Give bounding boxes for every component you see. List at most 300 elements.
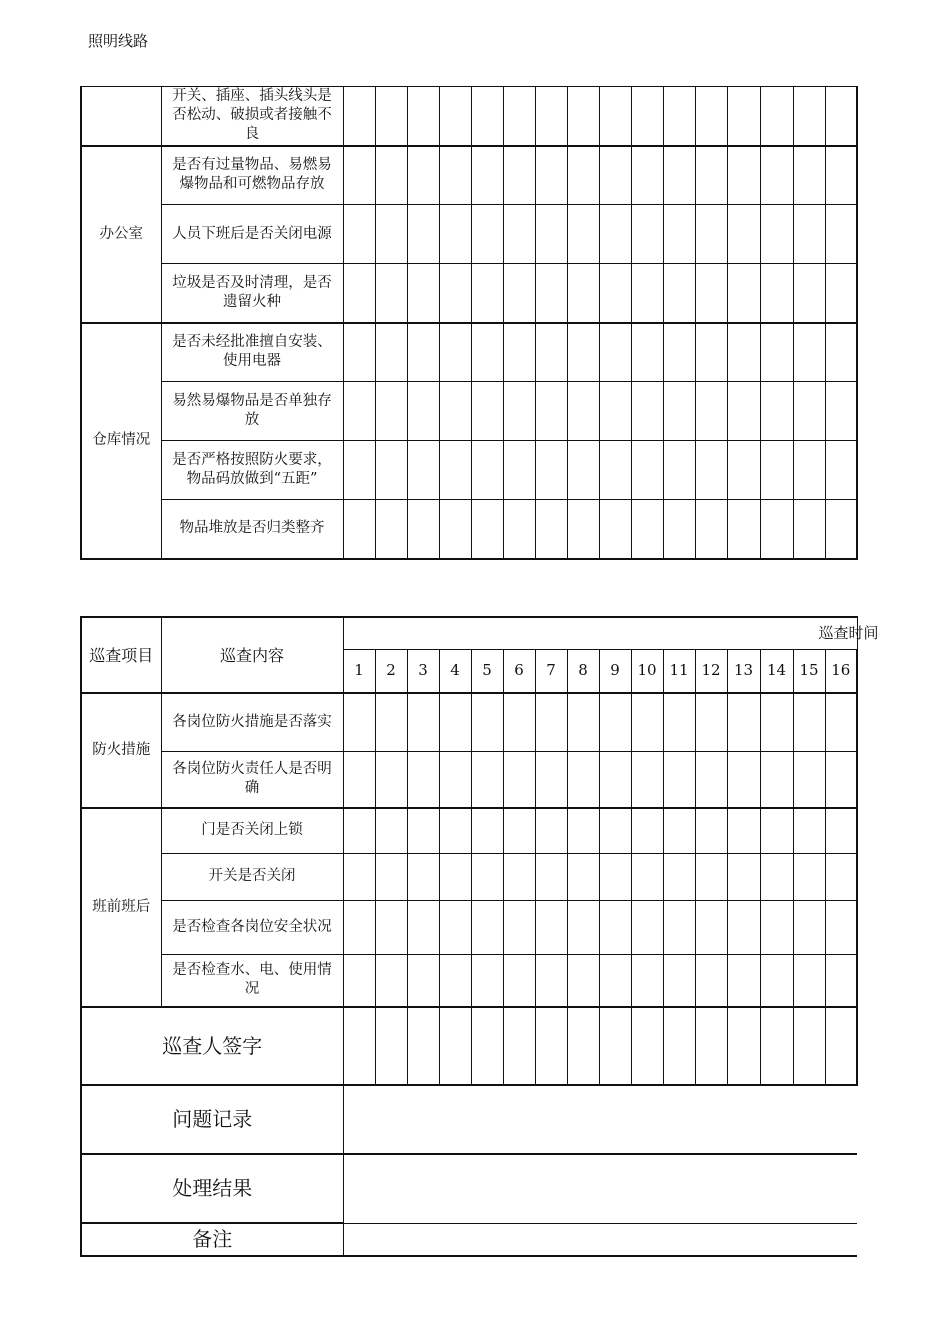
check-cell[interactable] xyxy=(535,853,567,900)
check-cell[interactable] xyxy=(760,205,793,264)
check-cell[interactable] xyxy=(535,751,567,808)
check-cell[interactable] xyxy=(567,382,599,441)
signature-label: 巡查人签字 xyxy=(81,1007,343,1085)
check-cell[interactable] xyxy=(407,808,439,853)
check-cell[interactable] xyxy=(825,808,857,853)
check-cell[interactable] xyxy=(825,853,857,900)
check-cell[interactable] xyxy=(471,751,503,808)
check-cell[interactable] xyxy=(407,954,439,1007)
check-cell[interactable] xyxy=(599,900,631,954)
check-cell[interactable] xyxy=(599,808,631,853)
content-cell: 各岗位防火责任人是否明确 xyxy=(161,751,343,808)
check-cell[interactable] xyxy=(793,264,825,323)
check-cell[interactable] xyxy=(695,808,727,853)
day-header: 8 xyxy=(567,649,599,693)
check-cell[interactable] xyxy=(375,87,407,146)
signature-cell[interactable] xyxy=(471,1007,503,1085)
check-cell[interactable] xyxy=(439,808,471,853)
check-cell[interactable] xyxy=(631,751,663,808)
check-cell[interactable] xyxy=(760,87,793,146)
check-cell[interactable] xyxy=(407,264,439,323)
content-cell: 是否检查各岗位安全状况 xyxy=(161,900,343,954)
check-cell[interactable] xyxy=(375,500,407,559)
check-cell[interactable] xyxy=(727,441,760,500)
check-cell[interactable] xyxy=(760,954,793,1007)
header-item: 巡查项目 xyxy=(81,617,161,693)
result-label: 处理结果 xyxy=(81,1154,343,1223)
day-header: 12 xyxy=(695,649,727,693)
check-cell[interactable] xyxy=(535,205,567,264)
check-cell[interactable] xyxy=(567,323,599,382)
check-cell[interactable] xyxy=(760,751,793,808)
category-cell: 防火措施 xyxy=(81,693,161,808)
check-cell[interactable] xyxy=(439,146,471,205)
day-header: 9 xyxy=(599,649,631,693)
check-cell[interactable] xyxy=(439,900,471,954)
signature-cell[interactable] xyxy=(760,1007,793,1085)
signature-cell[interactable] xyxy=(599,1007,631,1085)
check-cell[interactable] xyxy=(535,382,567,441)
check-cell[interactable] xyxy=(727,146,760,205)
signature-cell[interactable] xyxy=(695,1007,727,1085)
check-cell[interactable] xyxy=(825,900,857,954)
content-cell: 垃圾是否及时清理，是否遗留火种 xyxy=(161,264,343,323)
check-cell[interactable] xyxy=(343,382,375,441)
signature-cell[interactable] xyxy=(439,1007,471,1085)
check-cell[interactable] xyxy=(695,441,727,500)
check-cell[interactable] xyxy=(407,146,439,205)
check-cell[interactable] xyxy=(503,87,535,146)
check-cell[interactable] xyxy=(471,264,503,323)
check-cell[interactable] xyxy=(793,693,825,751)
check-cell[interactable] xyxy=(825,382,857,441)
check-cell[interactable] xyxy=(760,264,793,323)
check-cell[interactable] xyxy=(599,382,631,441)
check-cell[interactable] xyxy=(343,500,375,559)
check-cell[interactable] xyxy=(695,205,727,264)
check-cell[interactable] xyxy=(439,954,471,1007)
check-cell[interactable] xyxy=(439,441,471,500)
check-cell[interactable] xyxy=(793,382,825,441)
check-cell[interactable] xyxy=(793,146,825,205)
signature-cell[interactable] xyxy=(567,1007,599,1085)
day-header: 16 xyxy=(825,649,857,693)
check-cell[interactable] xyxy=(631,693,663,751)
signature-cell[interactable] xyxy=(793,1007,825,1085)
signature-cell[interactable] xyxy=(375,1007,407,1085)
check-cell[interactable] xyxy=(503,500,535,559)
check-cell[interactable] xyxy=(407,693,439,751)
check-cell[interactable] xyxy=(471,146,503,205)
check-cell[interactable] xyxy=(343,693,375,751)
check-cell[interactable] xyxy=(343,264,375,323)
check-cell[interactable] xyxy=(343,441,375,500)
check-cell[interactable] xyxy=(567,441,599,500)
check-cell[interactable] xyxy=(825,500,857,559)
check-cell[interactable] xyxy=(343,900,375,954)
problem-row xyxy=(81,1085,857,1154)
check-cell[interactable] xyxy=(727,808,760,853)
day-header: 5 xyxy=(471,649,503,693)
day-header: 10 xyxy=(631,649,663,693)
check-cell[interactable] xyxy=(567,808,599,853)
day-header: 4 xyxy=(439,649,471,693)
check-cell[interactable] xyxy=(663,146,695,205)
check-cell[interactable] xyxy=(599,500,631,559)
check-cell[interactable] xyxy=(535,146,567,205)
check-cell[interactable] xyxy=(825,87,857,146)
check-cell[interactable] xyxy=(375,323,407,382)
table-row xyxy=(81,382,857,441)
check-cell[interactable] xyxy=(343,87,375,146)
check-cell[interactable] xyxy=(503,382,535,441)
check-cell[interactable] xyxy=(407,751,439,808)
category-cell: 班前班后 xyxy=(81,808,161,1007)
check-cell[interactable] xyxy=(567,205,599,264)
remark-field[interactable] xyxy=(343,1223,857,1256)
check-cell[interactable] xyxy=(695,751,727,808)
check-cell[interactable] xyxy=(631,205,663,264)
check-cell[interactable] xyxy=(631,808,663,853)
check-cell[interactable] xyxy=(695,323,727,382)
check-cell[interactable] xyxy=(695,146,727,205)
check-cell[interactable] xyxy=(471,693,503,751)
check-cell[interactable] xyxy=(793,900,825,954)
check-cell[interactable] xyxy=(503,146,535,205)
check-cell[interactable] xyxy=(695,853,727,900)
check-cell[interactable] xyxy=(439,205,471,264)
signature-cell[interactable] xyxy=(535,1007,567,1085)
check-cell[interactable] xyxy=(535,264,567,323)
check-cell[interactable] xyxy=(599,205,631,264)
check-cell[interactable] xyxy=(407,87,439,146)
check-cell[interactable] xyxy=(760,900,793,954)
check-cell[interactable] xyxy=(567,500,599,559)
check-cell[interactable] xyxy=(727,853,760,900)
check-cell[interactable] xyxy=(793,87,825,146)
table-row xyxy=(81,900,857,954)
check-cell[interactable] xyxy=(631,382,663,441)
category-cell: 办公室 xyxy=(81,146,161,323)
check-cell[interactable] xyxy=(825,693,857,751)
signature-cell[interactable] xyxy=(503,1007,535,1085)
check-cell[interactable] xyxy=(727,500,760,559)
check-cell[interactable] xyxy=(760,323,793,382)
table-row xyxy=(81,693,857,751)
check-cell[interactable] xyxy=(567,146,599,205)
check-cell[interactable] xyxy=(375,853,407,900)
table-row xyxy=(81,323,857,382)
check-cell[interactable] xyxy=(375,146,407,205)
check-cell[interactable] xyxy=(727,264,760,323)
content-cell: 是否严格按照防火要求，物品码放做到“五距” xyxy=(161,441,343,500)
check-cell[interactable] xyxy=(407,441,439,500)
check-cell[interactable] xyxy=(760,853,793,900)
result-field[interactable] xyxy=(343,1154,857,1223)
signature-cell[interactable] xyxy=(727,1007,760,1085)
check-cell[interactable] xyxy=(631,146,663,205)
check-cell[interactable] xyxy=(375,954,407,1007)
check-cell[interactable] xyxy=(760,441,793,500)
check-cell[interactable] xyxy=(663,264,695,323)
check-cell[interactable] xyxy=(471,205,503,264)
check-cell[interactable] xyxy=(793,323,825,382)
check-cell[interactable] xyxy=(567,264,599,323)
check-cell[interactable] xyxy=(471,500,503,559)
check-cell[interactable] xyxy=(471,900,503,954)
signature-cell[interactable] xyxy=(407,1007,439,1085)
category-cell xyxy=(81,87,161,146)
check-cell[interactable] xyxy=(567,954,599,1007)
check-cell[interactable] xyxy=(407,323,439,382)
day-header: 6 xyxy=(503,649,535,693)
check-cell[interactable] xyxy=(407,900,439,954)
content-cell: 物品堆放是否归类整齐 xyxy=(161,500,343,559)
check-cell[interactable] xyxy=(825,441,857,500)
check-cell[interactable] xyxy=(793,205,825,264)
table-row xyxy=(81,264,857,323)
problem-label: 问题记录 xyxy=(81,1085,343,1154)
signature-cell[interactable] xyxy=(663,1007,695,1085)
day-header: 13 xyxy=(727,649,760,693)
check-cell[interactable] xyxy=(535,87,567,146)
day-header: 3 xyxy=(407,649,439,693)
day-header: 14 xyxy=(760,649,793,693)
check-cell[interactable] xyxy=(503,900,535,954)
check-cell[interactable] xyxy=(503,751,535,808)
check-cell[interactable] xyxy=(695,264,727,323)
check-cell[interactable] xyxy=(599,853,631,900)
category-cell: 仓库情况 xyxy=(81,323,161,559)
check-cell[interactable] xyxy=(825,751,857,808)
check-cell[interactable] xyxy=(825,264,857,323)
check-cell[interactable] xyxy=(503,853,535,900)
check-cell[interactable] xyxy=(727,323,760,382)
check-cell[interactable] xyxy=(503,264,535,323)
check-cell[interactable] xyxy=(471,382,503,441)
check-cell[interactable] xyxy=(567,87,599,146)
check-cell[interactable] xyxy=(760,146,793,205)
content-cell: 各岗位防火措施是否落实 xyxy=(161,693,343,751)
problem-field[interactable] xyxy=(343,1085,857,1154)
table-row xyxy=(81,751,857,808)
content-cell: 是否检查水、电、使用情况 xyxy=(161,954,343,1007)
check-cell[interactable] xyxy=(631,853,663,900)
check-cell[interactable] xyxy=(631,264,663,323)
check-cell[interactable] xyxy=(407,382,439,441)
check-cell[interactable] xyxy=(695,954,727,1007)
check-cell[interactable] xyxy=(599,323,631,382)
content-cell: 人员下班后是否关闭电源 xyxy=(161,205,343,264)
check-cell[interactable] xyxy=(631,441,663,500)
signature-cell[interactable] xyxy=(343,1007,375,1085)
check-cell[interactable] xyxy=(793,441,825,500)
check-cell[interactable] xyxy=(503,693,535,751)
check-cell[interactable] xyxy=(375,751,407,808)
check-cell[interactable] xyxy=(535,900,567,954)
signature-cell[interactable] xyxy=(631,1007,663,1085)
check-cell[interactable] xyxy=(695,900,727,954)
inspection-table xyxy=(80,616,879,1257)
check-cell[interactable] xyxy=(727,382,760,441)
check-cell[interactable] xyxy=(567,853,599,900)
check-cell[interactable] xyxy=(825,954,857,1007)
check-cell[interactable] xyxy=(631,954,663,1007)
check-cell[interactable] xyxy=(663,323,695,382)
header-time xyxy=(343,617,879,649)
check-cell[interactable] xyxy=(695,382,727,441)
check-cell[interactable] xyxy=(631,900,663,954)
day-header: 11 xyxy=(663,649,695,693)
check-cell[interactable] xyxy=(535,441,567,500)
check-cell[interactable] xyxy=(503,954,535,1007)
check-cell[interactable] xyxy=(727,954,760,1007)
check-cell[interactable] xyxy=(760,500,793,559)
table-row xyxy=(81,205,857,264)
check-cell[interactable] xyxy=(599,146,631,205)
check-cell[interactable] xyxy=(535,500,567,559)
check-cell[interactable] xyxy=(343,323,375,382)
check-cell[interactable] xyxy=(663,954,695,1007)
check-cell[interactable] xyxy=(471,87,503,146)
check-cell[interactable] xyxy=(343,751,375,808)
check-cell[interactable] xyxy=(663,441,695,500)
remark-label: 备注 xyxy=(81,1223,343,1256)
check-cell[interactable] xyxy=(503,205,535,264)
check-cell[interactable] xyxy=(663,853,695,900)
check-cell[interactable] xyxy=(599,264,631,323)
check-cell[interactable] xyxy=(631,323,663,382)
check-cell[interactable] xyxy=(439,500,471,559)
check-cell[interactable] xyxy=(793,751,825,808)
check-cell[interactable] xyxy=(375,693,407,751)
check-cell[interactable] xyxy=(727,751,760,808)
check-cell[interactable] xyxy=(825,205,857,264)
check-cell[interactable] xyxy=(407,205,439,264)
check-cell[interactable] xyxy=(375,900,407,954)
table-row xyxy=(81,441,857,500)
table-row xyxy=(81,954,857,1007)
check-cell[interactable] xyxy=(439,323,471,382)
check-cell[interactable] xyxy=(439,264,471,323)
check-cell[interactable] xyxy=(793,500,825,559)
check-cell[interactable] xyxy=(567,751,599,808)
check-cell[interactable] xyxy=(503,441,535,500)
check-cell[interactable] xyxy=(727,205,760,264)
check-cell[interactable] xyxy=(793,853,825,900)
table-row xyxy=(81,853,857,900)
check-cell[interactable] xyxy=(471,808,503,853)
check-cell[interactable] xyxy=(343,853,375,900)
check-cell[interactable] xyxy=(760,693,793,751)
check-cell[interactable] xyxy=(760,808,793,853)
header-content: 巡查内容 xyxy=(161,617,343,693)
content-cell: 门是否关闭上锁 xyxy=(161,808,343,853)
check-cell[interactable] xyxy=(760,382,793,441)
check-cell[interactable] xyxy=(599,693,631,751)
check-cell[interactable] xyxy=(793,954,825,1007)
check-cell[interactable] xyxy=(471,441,503,500)
check-cell[interactable] xyxy=(439,693,471,751)
check-cell[interactable] xyxy=(695,87,727,146)
check-cell[interactable] xyxy=(663,900,695,954)
check-cell[interactable] xyxy=(343,205,375,264)
check-cell[interactable] xyxy=(439,382,471,441)
table-row xyxy=(81,87,857,146)
check-cell[interactable] xyxy=(631,500,663,559)
check-cell[interactable] xyxy=(663,500,695,559)
day-header: 7 xyxy=(535,649,567,693)
check-cell[interactable] xyxy=(599,441,631,500)
check-cell[interactable] xyxy=(343,146,375,205)
signature-cell[interactable] xyxy=(825,1007,857,1085)
content-cell: 开关、插座、插头线头是否松动、破损或者接触不良 xyxy=(161,87,343,146)
result-row xyxy=(81,1154,857,1223)
check-cell[interactable] xyxy=(375,808,407,853)
check-cell[interactable] xyxy=(825,323,857,382)
check-cell[interactable] xyxy=(631,87,663,146)
check-cell[interactable] xyxy=(471,954,503,1007)
check-cell[interactable] xyxy=(695,500,727,559)
day-header: 2 xyxy=(375,649,407,693)
check-cell[interactable] xyxy=(663,205,695,264)
check-cell[interactable] xyxy=(375,441,407,500)
check-cell[interactable] xyxy=(535,954,567,1007)
check-cell[interactable] xyxy=(599,954,631,1007)
check-cell[interactable] xyxy=(375,205,407,264)
check-cell[interactable] xyxy=(663,693,695,751)
check-cell[interactable] xyxy=(825,146,857,205)
check-cell[interactable] xyxy=(663,382,695,441)
check-cell[interactable] xyxy=(535,323,567,382)
check-cell[interactable] xyxy=(407,500,439,559)
check-cell[interactable] xyxy=(535,808,567,853)
day-header: 1 xyxy=(343,649,375,693)
inspection-table-continued xyxy=(80,86,858,560)
page-header: 照明线路 xyxy=(88,32,149,50)
remark-row xyxy=(81,1223,857,1256)
check-cell[interactable] xyxy=(567,900,599,954)
check-cell[interactable] xyxy=(503,808,535,853)
content-cell: 是否有过量物品、易燃易爆物品和可燃物品存放 xyxy=(161,146,343,205)
check-cell[interactable] xyxy=(343,954,375,1007)
check-cell[interactable] xyxy=(375,382,407,441)
check-cell[interactable] xyxy=(503,323,535,382)
table-row xyxy=(81,808,857,853)
check-cell[interactable] xyxy=(343,808,375,853)
check-cell[interactable] xyxy=(599,751,631,808)
check-cell[interactable] xyxy=(471,853,503,900)
check-cell[interactable] xyxy=(663,87,695,146)
check-cell[interactable] xyxy=(439,751,471,808)
check-cell[interactable] xyxy=(439,87,471,146)
check-cell[interactable] xyxy=(695,693,727,751)
check-cell[interactable] xyxy=(599,87,631,146)
check-cell[interactable] xyxy=(439,853,471,900)
check-cell[interactable] xyxy=(663,808,695,853)
check-cell[interactable] xyxy=(471,323,503,382)
check-cell[interactable] xyxy=(793,808,825,853)
check-cell[interactable] xyxy=(663,751,695,808)
header-time-label: 巡查时间 xyxy=(818,624,879,642)
check-cell[interactable] xyxy=(727,693,760,751)
check-cell[interactable] xyxy=(567,693,599,751)
check-cell[interactable] xyxy=(375,264,407,323)
check-cell[interactable] xyxy=(727,900,760,954)
check-cell[interactable] xyxy=(727,87,760,146)
check-cell[interactable] xyxy=(535,693,567,751)
check-cell[interactable] xyxy=(407,853,439,900)
